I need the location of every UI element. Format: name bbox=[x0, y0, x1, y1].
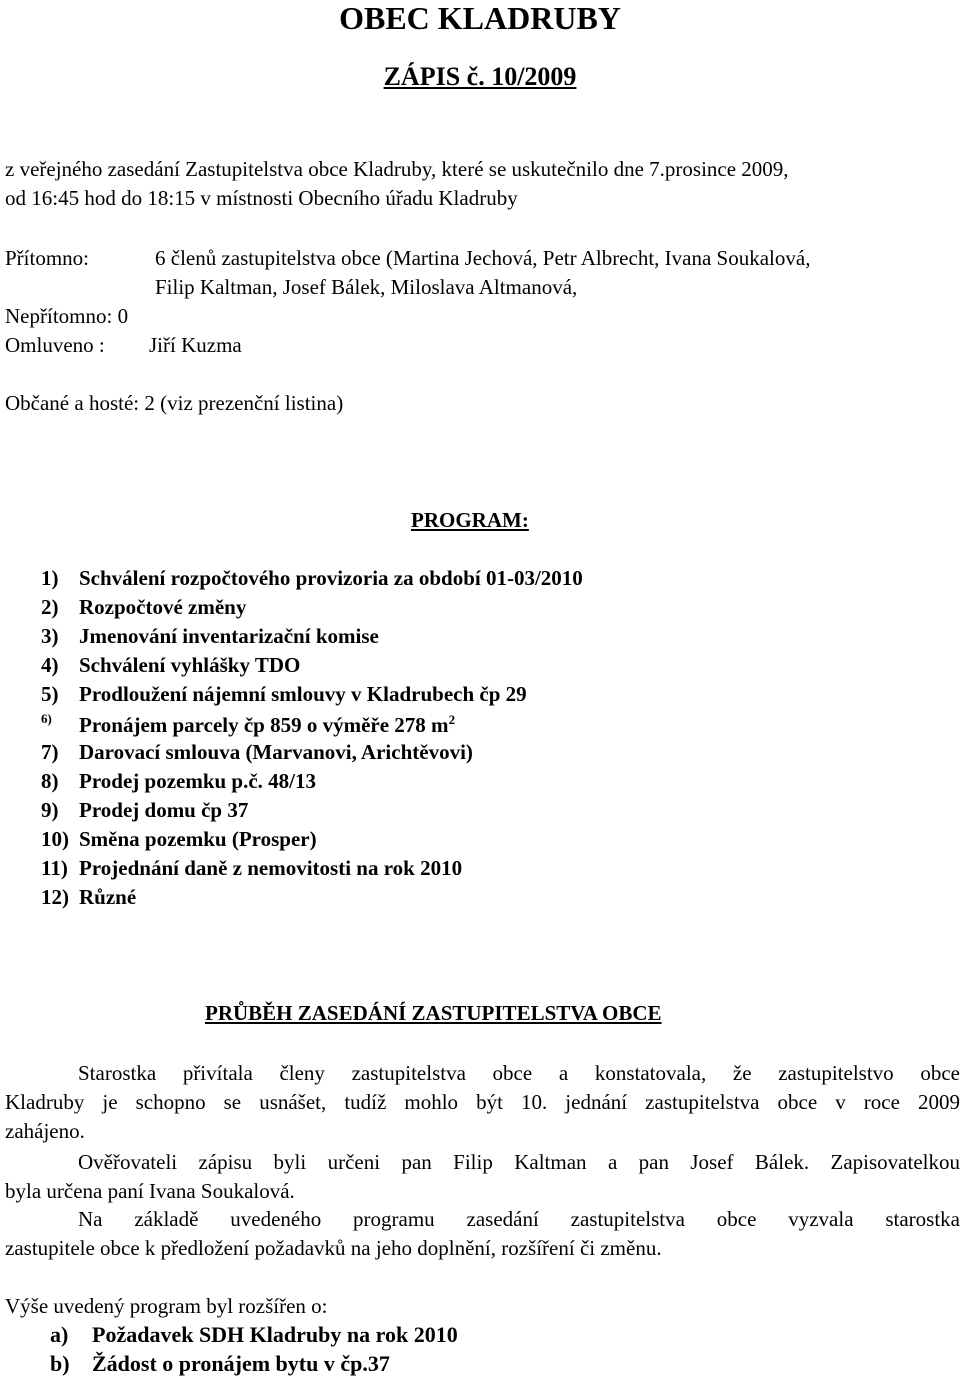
minutes-number: ZÁPIS č. 10/2009 bbox=[383, 62, 577, 91]
present-members-line-2: Filip Kaltman, Josef Bálek, Miloslava Altmanová, bbox=[155, 275, 578, 299]
program-item-number: 11) bbox=[41, 856, 68, 880]
program-item bbox=[41, 711, 455, 738]
program-item bbox=[41, 653, 300, 678]
program-item-number: 1) bbox=[41, 566, 59, 590]
program-item-text: Různé bbox=[79, 885, 137, 909]
program-item bbox=[41, 769, 316, 794]
program-item-number: 6) bbox=[41, 711, 52, 726]
paragraph-2-line-2: byla určena paní Ivana Soukalová. bbox=[5, 1179, 295, 1203]
program-item-number: 8) bbox=[41, 769, 59, 793]
program-item-number: 10) bbox=[41, 827, 69, 851]
program-item bbox=[41, 798, 248, 823]
program-item bbox=[41, 856, 462, 881]
extension-item-text: Žádost o pronájem bytu v čp.37 bbox=[92, 1351, 390, 1376]
extension-item-letter: b) bbox=[50, 1351, 70, 1376]
program-item bbox=[41, 827, 317, 852]
document-title: OBEC KLADRUBY bbox=[339, 0, 621, 36]
program-item-number: 3) bbox=[41, 624, 59, 648]
program-item-text: Schválení vyhlášky TDO bbox=[79, 653, 301, 677]
program-item-text: Prodej domu čp 37 bbox=[79, 798, 249, 822]
program-item-text: Schválení rozpočtového provizoria za období 01-03/2010 bbox=[79, 566, 583, 590]
paragraph-1-line-3: zahájeno. bbox=[5, 1119, 85, 1143]
program-item-number: 7) bbox=[41, 740, 59, 764]
program-item-text: Jmenování inventarizační komise bbox=[79, 624, 379, 648]
superscript-exponent: 2 bbox=[448, 712, 456, 727]
program-item-number: 4) bbox=[41, 653, 59, 677]
paragraph-3-line-2: zastupitele obce k předložení požadavků na jeho doplnění, rozšíření či změnu. bbox=[5, 1236, 662, 1260]
program-item-number: 2) bbox=[41, 595, 59, 619]
paragraph-1-line-1: Starostka přivítala členy zastupitelstva obce a konstatovala, že zastupitelstvo obce bbox=[78, 1061, 960, 1085]
present-label: Přítomno: bbox=[5, 246, 90, 270]
extension-item-text: Požadavek SDH Kladruby na rok 2010 bbox=[92, 1322, 458, 1347]
program-item-number: 9) bbox=[41, 798, 59, 822]
extension-item bbox=[50, 1322, 458, 1348]
program-item-text: Prodej pozemku p.č. 48/13 bbox=[79, 769, 317, 793]
absent-line: Nepřítomno: 0 bbox=[5, 304, 129, 328]
paragraph-3-line-1: Na základě uvedeného programu zasedání zastupitelstva obce vyzvala starostka bbox=[78, 1207, 960, 1231]
program-item bbox=[41, 595, 246, 620]
program-item-text: Směna pozemku (Prosper) bbox=[79, 827, 317, 851]
program-heading: PROGRAM: bbox=[411, 508, 529, 532]
extension-item bbox=[50, 1351, 390, 1377]
program-item bbox=[41, 566, 583, 591]
excused-value: Jiří Kuzma bbox=[149, 333, 242, 357]
program-item-text: Prodloužení nájemní smlouvy v Kladrubech čp 29 bbox=[79, 682, 527, 706]
intro-line-2: od 16:45 hod do 18:15 v místnosti Obecního úřadu Kladruby bbox=[5, 186, 518, 210]
program-item bbox=[41, 682, 527, 707]
excused-label: Omluveno : bbox=[5, 333, 105, 357]
program-item-text: Darovací smlouva (Marvanovi, Arichtěvovi) bbox=[79, 740, 473, 764]
program-item bbox=[41, 885, 136, 910]
program-item-text: Projednání daně z nemovitosti na rok 2010 bbox=[79, 856, 463, 880]
paragraph-1-line-2: Kladruby je schopno se usnášet, tudíž mohlo být 10. jednání zastupitelstva obce v roce 2009 bbox=[5, 1090, 960, 1114]
extension-intro: Výše uvedený program byl rozšířen o: bbox=[5, 1294, 328, 1318]
program-item-number: 12) bbox=[41, 885, 69, 909]
intro-line-1: z veřejného zasedání Zastupitelstva obce Kladruby, které se uskutečnilo dne 7.prosince 2009, bbox=[5, 157, 789, 181]
proceedings-heading: PRŮBĚH ZASEDÁNÍ ZASTUPITELSTVA OBCE bbox=[205, 1001, 662, 1025]
program-item-number: 5) bbox=[41, 682, 59, 706]
program-item-text: Rozpočtové změny bbox=[79, 595, 247, 619]
program-item-text: Pronájem parcely čp 859 o výměře 278 m bbox=[79, 713, 449, 737]
program-item bbox=[41, 624, 379, 649]
present-members-line-1: 6 členů zastupitelstva obce (Martina Jechová, Petr Albrecht, Ivana Soukalová, bbox=[155, 246, 811, 270]
program-item bbox=[41, 740, 473, 765]
guests-line: Občané a hosté: 2 (viz prezenční listina) bbox=[5, 391, 344, 415]
extension-item-letter: a) bbox=[50, 1322, 69, 1347]
paragraph-2-line-1: Ověřovateli zápisu byli určeni pan Filip Kaltman a pan Josef Bálek. Zapisovatelkou bbox=[78, 1150, 960, 1174]
